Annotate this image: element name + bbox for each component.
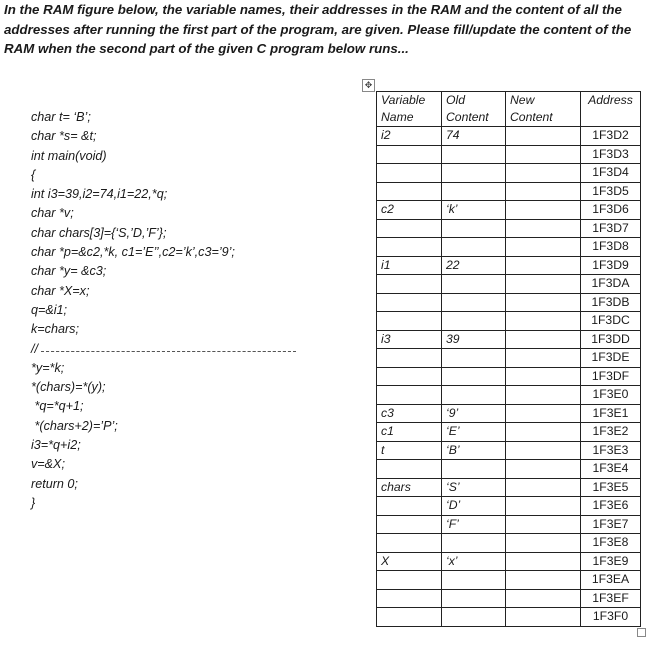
table-row (377, 349, 641, 368)
cell-old-content (442, 349, 506, 368)
cell-address: 1F3F0 (581, 608, 641, 627)
cell-variable-name (377, 460, 442, 479)
code-line: return 0; (31, 476, 78, 491)
code-line: *q=*q+1; (31, 399, 84, 414)
table-row (377, 589, 641, 608)
cell-variable-name (377, 312, 442, 331)
code-line: char t= ‘B’; (31, 110, 91, 124)
cell-old-content: ‘E’ (442, 423, 506, 442)
cell-old-content (442, 367, 506, 386)
code-block (31, 108, 331, 513)
cell-address: 1F3DE (581, 349, 641, 368)
cell-new-content[interactable] (506, 349, 581, 368)
cell-variable-name (377, 182, 442, 201)
cell-new-content[interactable] (506, 127, 581, 146)
table-row (377, 460, 641, 479)
code-line: { (31, 167, 36, 182)
table-row (377, 608, 641, 627)
header-old-content: Old Content (442, 92, 506, 127)
cell-new-content[interactable] (506, 589, 581, 608)
cell-new-content[interactable] (506, 497, 581, 516)
table-row (377, 515, 641, 534)
cell-address: 1F3D3 (581, 145, 641, 164)
cell-old-content (442, 460, 506, 479)
cell-new-content[interactable] (506, 534, 581, 553)
table-row (377, 423, 641, 442)
cell-old-content: ‘x’ (442, 552, 506, 571)
code-line: int main(void) (31, 148, 107, 163)
cell-old-content (442, 534, 506, 553)
cell-address: 1F3E1 (581, 404, 641, 423)
header-address: Address (581, 92, 641, 127)
cell-address: 1F3E2 (581, 423, 641, 442)
table-row (377, 497, 641, 516)
table-row (377, 478, 641, 497)
cell-address: 1F3DA (581, 275, 641, 294)
cell-address: 1F3DD (581, 330, 641, 349)
cell-old-content (442, 312, 506, 331)
cell-variable-name (377, 145, 442, 164)
header-variable-name: Variable Name (377, 92, 442, 127)
cell-old-content: 39 (442, 330, 506, 349)
cell-old-content: ‘k’ (442, 201, 506, 220)
cell-new-content[interactable] (506, 164, 581, 183)
table-row (377, 182, 641, 201)
cell-address: 1F3EF (581, 589, 641, 608)
cell-address: 1F3DF (581, 367, 641, 386)
cell-new-content[interactable] (506, 201, 581, 220)
cell-address: 1F3E9 (581, 552, 641, 571)
ram-table (376, 91, 641, 627)
cell-variable-name (377, 589, 442, 608)
code-line: v=&X; (31, 457, 65, 472)
table-row (377, 571, 641, 590)
cell-old-content: ‘B’ (442, 441, 506, 460)
cell-old-content (442, 571, 506, 590)
cell-new-content[interactable] (506, 552, 581, 571)
cell-new-content[interactable] (506, 571, 581, 590)
cell-new-content[interactable] (506, 330, 581, 349)
cell-variable-name (377, 367, 442, 386)
cell-variable-name: chars (377, 478, 442, 497)
cell-variable-name (377, 349, 442, 368)
cell-address: 1F3D9 (581, 256, 641, 275)
code-line: } (31, 495, 36, 510)
cell-new-content[interactable] (506, 478, 581, 497)
header-new-content: New Content (506, 92, 581, 127)
table-resize-handle-icon[interactable] (637, 628, 646, 637)
code-line: q=&i1; (31, 302, 68, 317)
cell-variable-name (377, 571, 442, 590)
cell-old-content: 74 (442, 127, 506, 146)
code-line: *(chars+2)=’P’; (31, 418, 118, 433)
cell-old-content: ‘S’ (442, 478, 506, 497)
code-line: char chars[3]={‘S,’D,’F’}; (31, 225, 167, 240)
code-line: char *X=x; (31, 283, 90, 298)
table-row (377, 386, 641, 405)
cell-address: 1F3E7 (581, 515, 641, 534)
cell-address: 1F3D4 (581, 164, 641, 183)
table-row (377, 164, 641, 183)
table-row (377, 534, 641, 553)
table-row (377, 219, 641, 238)
code-line: char *p=&c2,*k, c1=’E’’,c2=’k’,c3=’9’; (31, 245, 235, 260)
cell-old-content (442, 293, 506, 312)
table-row (377, 552, 641, 571)
cell-variable-name (377, 293, 442, 312)
question-text: In the RAM figure below, the variable names, their addresses in the RAM and the content of all the addresses after running the first part of the program, are given. Please fill/update the content of the RAM when the second part of the given C program below runs... (4, 2, 632, 56)
cell-variable-name: i3 (377, 330, 442, 349)
cell-variable-name: t (377, 441, 442, 460)
code-line: int i3=39,i2=74,i1=22,*q; (31, 187, 168, 202)
code-line: k=chars; (31, 322, 79, 337)
cell-variable-name: c2 (377, 201, 442, 220)
cell-new-content[interactable] (506, 293, 581, 312)
cell-new-content[interactable] (506, 367, 581, 386)
cell-address: 1F3D2 (581, 127, 641, 146)
table-row (377, 127, 641, 146)
cell-new-content[interactable] (506, 182, 581, 201)
cell-address: 1F3D7 (581, 219, 641, 238)
cell-address: 1F3DB (581, 293, 641, 312)
cell-address: 1F3E6 (581, 497, 641, 516)
code-line: char *v; (31, 206, 74, 221)
code-line: *y=*k; (31, 360, 65, 375)
cell-old-content: ‘9’ (442, 404, 506, 423)
cell-variable-name: X (377, 552, 442, 571)
cell-old-content (442, 275, 506, 294)
cell-variable-name: i2 (377, 127, 442, 146)
table-row (377, 330, 641, 349)
code-line: i3=*q+i2; (31, 438, 81, 453)
cell-variable-name (377, 515, 442, 534)
code-line: char *y= &c3; (31, 264, 107, 279)
cell-new-content[interactable] (506, 256, 581, 275)
code-line: *(chars)=*(y); (31, 380, 106, 395)
cell-new-content[interactable] (506, 312, 581, 331)
table-row (377, 238, 641, 257)
cell-variable-name (377, 238, 442, 257)
cell-address: 1F3D6 (581, 201, 641, 220)
cell-old-content (442, 219, 506, 238)
cell-new-content[interactable] (506, 441, 581, 460)
cell-new-content[interactable] (506, 608, 581, 627)
cell-new-content[interactable] (506, 275, 581, 294)
cell-address: 1F3E0 (581, 386, 641, 405)
table-row (377, 201, 641, 220)
cell-address: 1F3E3 (581, 441, 641, 460)
cell-variable-name: i1 (377, 256, 442, 275)
cell-old-content: ‘D’ (442, 497, 506, 516)
table-row (377, 312, 641, 331)
cell-address: 1F3D8 (581, 238, 641, 257)
table-header-row (377, 92, 641, 127)
cell-address: 1F3E4 (581, 460, 641, 479)
cell-variable-name (377, 164, 442, 183)
cell-new-content[interactable] (506, 423, 581, 442)
cell-address: 1F3DC (581, 312, 641, 331)
cell-old-content: 22 (442, 256, 506, 275)
table-move-handle-icon[interactable]: ✥ (362, 79, 375, 92)
cell-old-content (442, 386, 506, 405)
cell-new-content[interactable] (506, 386, 581, 405)
code-line: // (31, 340, 331, 359)
cell-old-content (442, 182, 506, 201)
table-row (377, 256, 641, 275)
table-row (377, 145, 641, 164)
cell-new-content[interactable] (506, 219, 581, 238)
cell-variable-name (377, 275, 442, 294)
cell-old-content (442, 238, 506, 257)
separator-dashes (41, 351, 296, 352)
cell-address: 1F3E5 (581, 478, 641, 497)
cell-old-content (442, 164, 506, 183)
table-row (377, 404, 641, 423)
table-row (377, 367, 641, 386)
cell-old-content: ‘F’ (442, 515, 506, 534)
cell-variable-name (377, 497, 442, 516)
cell-variable-name (377, 219, 442, 238)
cell-old-content (442, 608, 506, 627)
cell-variable-name (377, 386, 442, 405)
table-row (377, 275, 641, 294)
table-row (377, 441, 641, 460)
cell-new-content[interactable] (506, 460, 581, 479)
cell-address: 1F3EA (581, 571, 641, 590)
cell-new-content[interactable] (506, 515, 581, 534)
cell-old-content (442, 145, 506, 164)
cell-new-content[interactable] (506, 238, 581, 257)
cell-variable-name (377, 608, 442, 627)
cell-address: 1F3E8 (581, 534, 641, 553)
cell-address: 1F3D5 (581, 182, 641, 201)
cell-new-content[interactable] (506, 145, 581, 164)
cell-new-content[interactable] (506, 404, 581, 423)
cell-variable-name (377, 534, 442, 553)
cell-old-content (442, 589, 506, 608)
cell-variable-name: c3 (377, 404, 442, 423)
code-line: char *s= &t; (31, 129, 97, 144)
cell-variable-name: c1 (377, 423, 442, 442)
table-row (377, 293, 641, 312)
